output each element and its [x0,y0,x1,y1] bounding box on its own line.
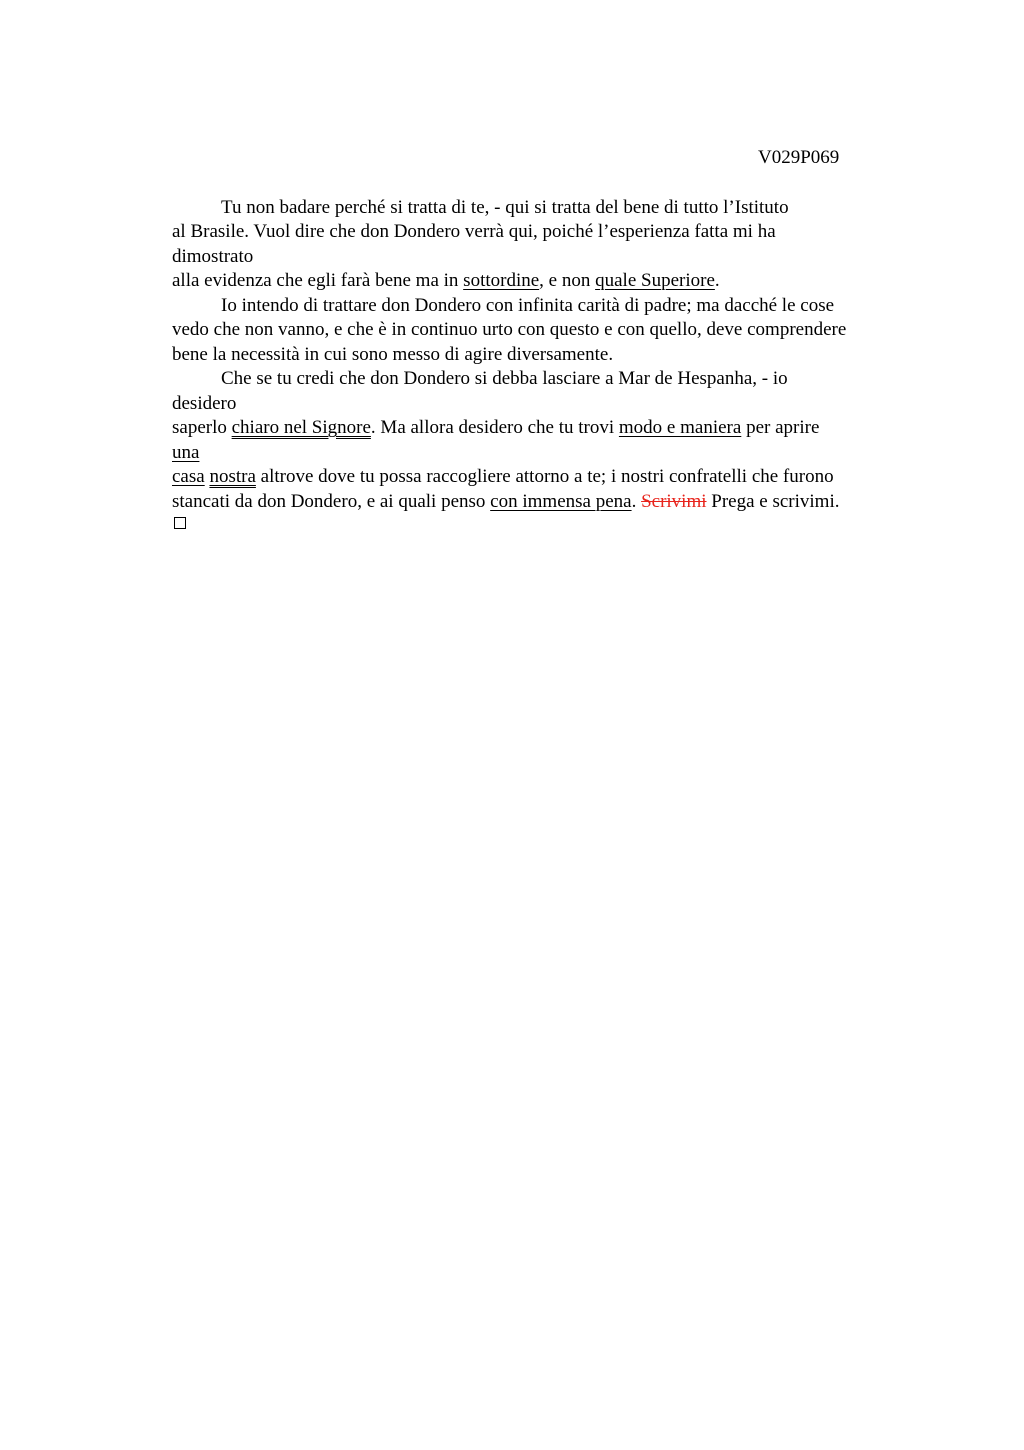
square-outline-icon [174,517,186,529]
text-line [221,294,834,318]
text-line [221,196,789,220]
text-run: al Brasile. Vuol dire che don Dondero verrà qui, poiché l’esperienza fatta mi ha [172,221,776,242]
text-run: . [631,491,642,512]
underlined-phrase: casa [172,466,205,487]
text-line [172,465,834,489]
text-run: Tu non badare perché si tratta di te, - qui si tratta del bene di tutto l’Istituto [221,197,789,218]
underlined-phrase: quale Superiore [595,270,715,291]
text-line [221,367,788,391]
page-identifier: V029P069 [758,147,840,168]
text-run: Io intendo di trattare don Dondero con infinita carità di padre; ma dacché le cose [221,295,835,316]
text-line [172,490,840,514]
text-line [172,220,776,244]
text-run: dimostrato [172,246,254,267]
text-line [172,318,846,342]
underlined-phrase: una [172,442,200,463]
text-line [172,269,720,293]
text-run: , e non [539,270,596,291]
text-run: . [714,270,720,291]
text-run: stancati da don Dondero, e ai quali penso [172,491,491,512]
underlined-phrase: modo e maniera [618,417,742,438]
text-line [172,441,199,465]
text-run: . Ma allora desidero che tu trovi [370,417,619,438]
text-run: alla evidenza che egli farà bene ma in [172,270,464,291]
double-underlined-phrase: nostra [209,466,256,487]
text-run: altrove dove tu possa raccogliere attorno a te; i nostri confratelli che furono [255,466,834,487]
text-run: Prega e scrivimi. [706,491,840,512]
text-run: per aprire [741,417,820,438]
text-run: Che se tu credi che don Dondero si debba lasciare a Mar de Hespanha, - io [221,368,788,389]
text-line [172,416,819,440]
text-run: desidero [172,393,237,414]
text-line [172,343,613,367]
underlined-phrase: con immensa pena [490,491,632,512]
text-run: vedo che non vanno, e che è in continuo urto con questo e con quello, deve comprendere [172,319,847,340]
text-line [172,245,253,269]
double-underlined-phrase: chiaro nel Signore [231,417,371,438]
text-line [172,392,236,416]
text-run: bene la necessità in cui sono messo di agire diversamente. [172,344,614,365]
deleted-word: Scrivimi [641,491,707,512]
text-run: saperlo [172,417,232,438]
underlined-phrase: sottordine [463,270,540,291]
